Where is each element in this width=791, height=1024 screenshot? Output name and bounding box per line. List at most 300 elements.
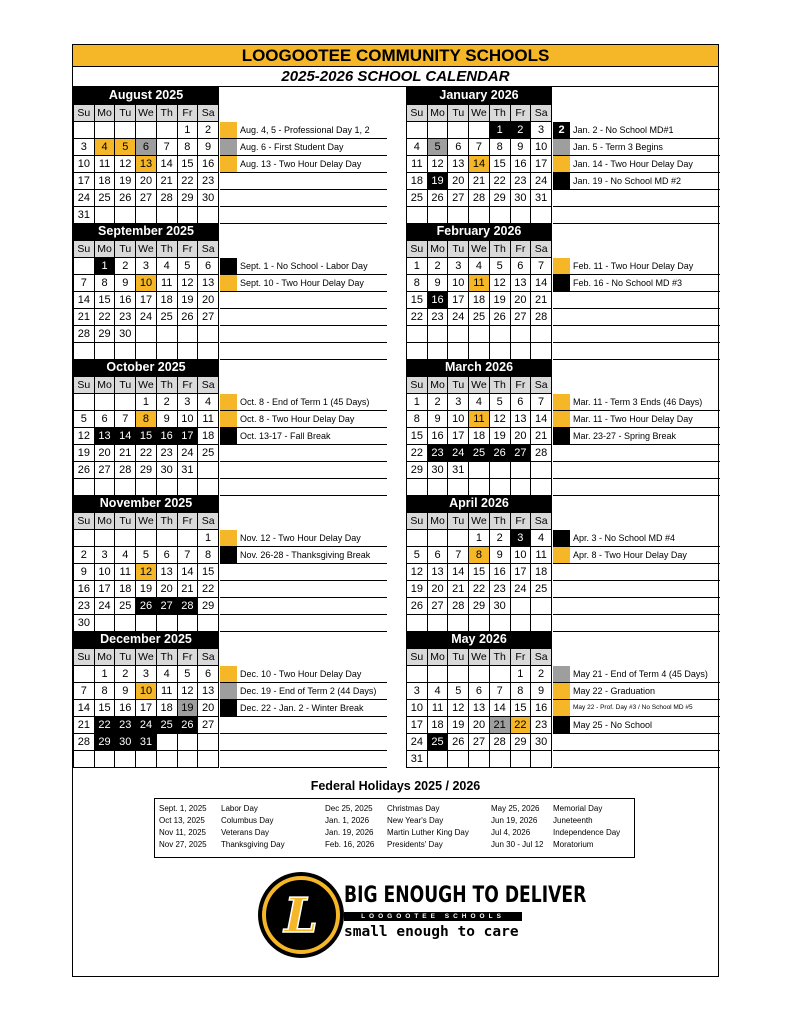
day-cell: 19 <box>448 717 469 734</box>
event-text: Aug. 6 - First Student Day <box>240 142 344 152</box>
empty-cell <box>531 479 552 496</box>
day-cell: 22 <box>198 581 219 598</box>
day-cell: 8 <box>177 139 198 156</box>
day-cell: 2 <box>156 394 177 411</box>
day-cell: 17 <box>448 292 469 309</box>
empty-cell <box>531 615 552 632</box>
event-item <box>220 428 387 445</box>
day-cell: 10 <box>531 139 552 156</box>
day-cell: 24 <box>136 309 157 326</box>
day-cell: 17 <box>94 581 115 598</box>
day-cell: 23 <box>427 309 448 326</box>
day-cell: 15 <box>94 700 115 717</box>
event-color-swatch <box>553 666 570 682</box>
day-cell: 8 <box>407 411 428 428</box>
event-color-swatch <box>553 275 570 291</box>
event-blank-line <box>220 751 387 768</box>
day-cell: 30 <box>115 326 136 343</box>
month-title: April 2026 <box>406 495 552 512</box>
event-item <box>220 700 387 717</box>
empty-cell <box>469 462 490 479</box>
empty-cell <box>115 530 136 547</box>
day-cell: 4 <box>156 258 177 275</box>
day-cell: 9 <box>427 275 448 292</box>
empty-cell <box>156 207 177 224</box>
empty-cell <box>74 751 95 768</box>
weekday-header: Sa <box>198 377 219 394</box>
day-cell: 15 <box>469 564 490 581</box>
empty-cell <box>74 122 95 139</box>
weekday-header: Fr <box>510 513 531 530</box>
weekday-header: Sa <box>531 241 552 258</box>
empty-cell <box>156 751 177 768</box>
empty-cell <box>198 326 219 343</box>
day-cell: 30 <box>427 462 448 479</box>
event-color-swatch <box>220 547 237 563</box>
empty-cell <box>136 207 157 224</box>
day-cell: 12 <box>407 564 428 581</box>
empty-cell <box>198 615 219 632</box>
weekday-header: Su <box>74 513 95 530</box>
empty-cell <box>156 615 177 632</box>
empty-cell <box>469 122 490 139</box>
day-cell: 28 <box>156 190 177 207</box>
day-cell: 1 <box>407 258 428 275</box>
day-cell: 25 <box>531 581 552 598</box>
day-cell: 9 <box>115 275 136 292</box>
day-cell: 6 <box>510 258 531 275</box>
day-cell: 2 <box>198 122 219 139</box>
day-cell: 12 <box>136 564 157 581</box>
event-text: Mar. 23-27 - Spring Break <box>573 431 677 441</box>
day-cell: 11 <box>469 411 490 428</box>
holiday-name: Columbus Day <box>221 816 274 825</box>
event-text: Nov. 12 - Two Hour Delay Day <box>240 533 361 543</box>
federal-holiday-column <box>491 803 620 851</box>
day-cell: 30 <box>198 190 219 207</box>
day-cell: 5 <box>177 666 198 683</box>
day-cell: 16 <box>489 564 510 581</box>
event-color-swatch <box>220 530 237 546</box>
weekday-header: Fr <box>510 377 531 394</box>
day-cell: 18 <box>407 173 428 190</box>
event-item <box>220 547 387 564</box>
day-cell: 21 <box>156 173 177 190</box>
day-cell: 19 <box>407 581 428 598</box>
event-text: Jan. 2 - No School MD#1 <box>573 125 674 135</box>
day-cell: 24 <box>531 173 552 190</box>
day-cell: 31 <box>531 190 552 207</box>
day-cell: 4 <box>115 547 136 564</box>
weekday-header: Th <box>489 649 510 666</box>
day-cell: 17 <box>531 156 552 173</box>
holiday-date: Nov 11, 2025 <box>159 828 206 837</box>
event-text: Oct. 8 - End of Term 1 (45 Days) <box>240 397 370 407</box>
event-text: Mar. 11 - Term 3 Ends (46 Days) <box>573 397 703 407</box>
day-cell: 8 <box>94 683 115 700</box>
event-blank-line <box>553 343 720 360</box>
day-cell: 26 <box>115 190 136 207</box>
day-cell: 26 <box>407 598 428 615</box>
day-cell: 28 <box>531 445 552 462</box>
event-text: Oct. 13-17 - Fall Break <box>240 431 331 441</box>
event-item <box>220 394 387 411</box>
federal-holiday-row <box>325 803 469 815</box>
weekday-header: We <box>136 649 157 666</box>
weekday-header: We <box>136 241 157 258</box>
empty-cell <box>177 734 198 751</box>
federal-holiday-row <box>159 803 285 815</box>
month-calendar <box>73 87 219 224</box>
weekday-header: Su <box>407 513 428 530</box>
weekday-header: Su <box>74 649 95 666</box>
day-cell: 7 <box>115 411 136 428</box>
day-cell: 13 <box>469 700 490 717</box>
weekday-header: Th <box>156 513 177 530</box>
month-events <box>553 258 720 360</box>
day-cell: 12 <box>177 275 198 292</box>
day-cell: 23 <box>510 173 531 190</box>
day-cell: 26 <box>177 717 198 734</box>
federal-holiday-row <box>325 827 469 839</box>
day-cell: 27 <box>94 462 115 479</box>
day-cell: 30 <box>115 734 136 751</box>
tagline-band: LOOGOOTEE SCHOOLS <box>344 912 522 921</box>
empty-cell <box>448 530 469 547</box>
day-cell: 5 <box>115 139 136 156</box>
month-calendar <box>73 223 219 360</box>
weekday-header: Fr <box>510 649 531 666</box>
day-cell: 7 <box>74 275 95 292</box>
day-cell: 7 <box>177 547 198 564</box>
day-cell: 13 <box>427 564 448 581</box>
weekday-header: We <box>469 649 490 666</box>
month-events <box>220 530 387 632</box>
event-blank-line <box>220 598 387 615</box>
event-text: May 21 - End of Term 4 (45 Days) <box>573 669 708 679</box>
event-color-swatch <box>220 275 237 291</box>
day-cell: 8 <box>469 547 490 564</box>
event-item <box>553 122 720 139</box>
month-title: March 2026 <box>406 359 552 376</box>
event-blank-line <box>553 292 720 309</box>
month-events <box>220 258 387 360</box>
event-item <box>553 530 720 547</box>
day-cell: 26 <box>427 190 448 207</box>
event-blank-line <box>553 190 720 207</box>
weekday-header: We <box>469 105 490 122</box>
day-cell: 25 <box>469 309 490 326</box>
event-color-swatch <box>220 683 237 699</box>
empty-cell <box>136 615 157 632</box>
event-item <box>553 411 720 428</box>
month-calendar <box>406 87 552 224</box>
month-events <box>220 394 387 496</box>
empty-cell <box>407 326 428 343</box>
event-blank-line <box>553 309 720 326</box>
federal-holiday-row <box>325 815 469 827</box>
empty-cell <box>427 666 448 683</box>
day-cell: 26 <box>489 309 510 326</box>
day-cell: 11 <box>198 411 219 428</box>
event-text: Aug. 13 - Two Hour Delay Day <box>240 159 362 169</box>
day-cell: 14 <box>469 156 490 173</box>
empty-cell <box>94 394 115 411</box>
event-item <box>553 394 720 411</box>
empty-cell <box>489 462 510 479</box>
empty-cell <box>156 326 177 343</box>
day-cell: 25 <box>156 717 177 734</box>
month-title: October 2025 <box>73 359 219 376</box>
holiday-name: Martin Luther King Day <box>387 828 469 837</box>
day-cell: 27 <box>510 445 531 462</box>
day-cell: 31 <box>74 207 95 224</box>
event-blank-line <box>220 479 387 496</box>
event-text: Oct. 8 - Two Hour Delay Day <box>240 414 355 424</box>
day-cell: 23 <box>115 717 136 734</box>
day-cell: 30 <box>489 598 510 615</box>
federal-holiday-column <box>159 803 285 851</box>
event-blank-line <box>220 615 387 632</box>
weekday-header: We <box>469 377 490 394</box>
empty-cell <box>115 343 136 360</box>
empty-cell <box>74 530 95 547</box>
day-cell: 9 <box>115 683 136 700</box>
empty-cell <box>94 479 115 496</box>
day-cell: 4 <box>156 666 177 683</box>
event-color-swatch <box>553 530 570 546</box>
weekday-header: Tu <box>448 513 469 530</box>
day-cell: 22 <box>407 309 428 326</box>
day-cell: 6 <box>427 547 448 564</box>
day-cell: 29 <box>510 734 531 751</box>
federal-holidays-title: Federal Holidays 2025 / 2026 <box>310 779 481 793</box>
day-cell: 2 <box>489 530 510 547</box>
day-cell: 8 <box>94 275 115 292</box>
event-blank-line <box>220 173 387 190</box>
day-cell: 27 <box>510 309 531 326</box>
day-cell: 22 <box>407 445 428 462</box>
day-cell: 25 <box>156 309 177 326</box>
day-cell: 20 <box>156 581 177 598</box>
day-cell: 16 <box>115 292 136 309</box>
day-cell: 5 <box>74 411 95 428</box>
day-cell: 3 <box>448 394 469 411</box>
event-item <box>220 156 387 173</box>
empty-cell <box>177 530 198 547</box>
empty-cell <box>489 207 510 224</box>
day-cell: 15 <box>198 564 219 581</box>
event-blank-line <box>553 751 720 768</box>
day-cell: 29 <box>136 462 157 479</box>
day-cell: 22 <box>136 445 157 462</box>
event-text: Nov. 26-28 - Thanksgiving Break <box>240 550 371 560</box>
day-cell: 24 <box>74 190 95 207</box>
weekday-header: Su <box>407 649 428 666</box>
empty-cell <box>531 751 552 768</box>
day-cell: 20 <box>510 428 531 445</box>
event-item <box>553 666 720 683</box>
empty-cell <box>115 479 136 496</box>
weekday-header: Tu <box>115 105 136 122</box>
day-cell: 24 <box>177 445 198 462</box>
day-cell: 10 <box>448 275 469 292</box>
holiday-date: Feb. 16, 2026 <box>325 840 375 849</box>
holiday-name: Presidents' Day <box>387 840 443 849</box>
empty-cell <box>489 666 510 683</box>
event-item <box>553 700 720 717</box>
day-cell: 4 <box>94 139 115 156</box>
day-cell: 15 <box>489 156 510 173</box>
empty-cell <box>469 751 490 768</box>
day-cell: 7 <box>74 683 95 700</box>
empty-cell <box>510 615 531 632</box>
event-item <box>553 547 720 564</box>
weekday-header: Su <box>74 377 95 394</box>
empty-cell <box>427 615 448 632</box>
weekday-header: Th <box>156 649 177 666</box>
month-events <box>220 666 387 768</box>
empty-cell <box>469 326 490 343</box>
day-cell: 28 <box>469 190 490 207</box>
empty-cell <box>74 258 95 275</box>
day-cell: 17 <box>407 717 428 734</box>
day-cell: 20 <box>427 581 448 598</box>
weekday-header: Sa <box>531 377 552 394</box>
holiday-name: New Year's Day <box>387 816 444 825</box>
day-cell: 20 <box>510 292 531 309</box>
day-cell: 28 <box>74 734 95 751</box>
day-cell: 25 <box>115 598 136 615</box>
day-cell: 14 <box>115 428 136 445</box>
event-color-swatch <box>220 428 237 444</box>
empty-cell <box>94 530 115 547</box>
event-blank-line <box>220 343 387 360</box>
empty-cell <box>448 479 469 496</box>
day-cell: 23 <box>198 173 219 190</box>
day-cell: 19 <box>489 292 510 309</box>
day-cell: 21 <box>74 309 95 326</box>
empty-cell <box>156 122 177 139</box>
day-cell: 3 <box>531 122 552 139</box>
day-cell: 19 <box>177 700 198 717</box>
event-text: Feb. 16 - No School MD #3 <box>573 278 683 288</box>
empty-cell <box>136 530 157 547</box>
day-cell: 6 <box>448 139 469 156</box>
day-cell: 22 <box>489 173 510 190</box>
month-events <box>220 122 387 224</box>
event-item <box>553 156 720 173</box>
day-cell: 5 <box>489 258 510 275</box>
empty-cell <box>136 751 157 768</box>
school-title: LOOGOOTEE COMMUNITY SCHOOLS <box>73 45 718 67</box>
day-cell: 22 <box>94 717 115 734</box>
day-cell: 10 <box>407 700 428 717</box>
weekday-header: Tu <box>115 649 136 666</box>
event-item <box>220 139 387 156</box>
day-cell: 27 <box>198 717 219 734</box>
day-cell: 10 <box>136 275 157 292</box>
event-color-swatch <box>553 547 570 563</box>
empty-cell <box>94 751 115 768</box>
day-cell: 24 <box>407 734 428 751</box>
event-blank-line <box>553 445 720 462</box>
event-item <box>220 258 387 275</box>
empty-cell <box>427 343 448 360</box>
event-color-swatch <box>553 700 570 716</box>
federal-holiday-row <box>159 827 285 839</box>
holiday-date: May 25, 2026 <box>491 804 540 813</box>
weekday-header: Fr <box>177 105 198 122</box>
day-cell: 26 <box>489 445 510 462</box>
day-cell: 29 <box>469 598 490 615</box>
weekday-header: Th <box>156 241 177 258</box>
empty-cell <box>177 207 198 224</box>
month-title: January 2026 <box>406 87 552 104</box>
empty-cell <box>427 479 448 496</box>
empty-cell <box>74 343 95 360</box>
weekday-header: Mo <box>427 105 448 122</box>
day-cell: 8 <box>510 683 531 700</box>
day-cell: 12 <box>489 275 510 292</box>
day-cell: 13 <box>198 683 219 700</box>
empty-cell <box>136 479 157 496</box>
day-cell: 9 <box>74 564 95 581</box>
weekday-header: Mo <box>94 105 115 122</box>
day-cell: 1 <box>94 666 115 683</box>
day-cell: 24 <box>448 445 469 462</box>
event-color-swatch <box>220 258 237 274</box>
weekday-header: Th <box>489 377 510 394</box>
event-color-swatch <box>553 156 570 172</box>
empty-cell <box>469 666 490 683</box>
day-cell: 27 <box>448 190 469 207</box>
holiday-date: Oct 13, 2025 <box>159 816 205 825</box>
day-cell: 22 <box>94 309 115 326</box>
day-cell: 1 <box>489 122 510 139</box>
weekday-header: Th <box>489 241 510 258</box>
day-cell: 11 <box>427 700 448 717</box>
day-cell: 13 <box>510 275 531 292</box>
weekday-header: Tu <box>115 513 136 530</box>
holiday-name: Juneteenth <box>553 816 593 825</box>
event-text: Jan. 5 - Term 3 Begins <box>573 142 663 152</box>
day-cell: 29 <box>94 326 115 343</box>
event-color-swatch <box>553 411 570 427</box>
day-cell: 15 <box>510 700 531 717</box>
weekday-header: Tu <box>115 377 136 394</box>
day-cell: 7 <box>448 547 469 564</box>
event-color-swatch <box>553 173 570 189</box>
day-cell: 6 <box>510 394 531 411</box>
day-cell: 24 <box>136 717 157 734</box>
day-cell: 17 <box>74 173 95 190</box>
empty-cell <box>94 207 115 224</box>
day-cell: 21 <box>531 428 552 445</box>
weekday-header: Sa <box>198 241 219 258</box>
day-cell: 9 <box>198 139 219 156</box>
event-text: Apr. 3 - No School MD #4 <box>573 533 676 543</box>
holiday-date: Jun 19, 2026 <box>491 816 538 825</box>
event-text: Dec. 22 - Jan. 2 - Winter Break <box>240 703 364 713</box>
day-cell: 5 <box>136 547 157 564</box>
event-item <box>220 530 387 547</box>
empty-cell <box>469 615 490 632</box>
day-cell: 20 <box>469 717 490 734</box>
holiday-name: Moratorium <box>553 840 594 849</box>
day-cell: 16 <box>427 428 448 445</box>
day-cell: 18 <box>156 292 177 309</box>
